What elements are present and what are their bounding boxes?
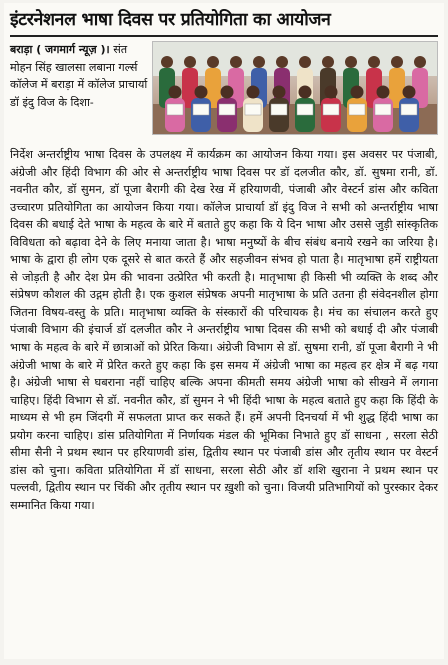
newspaper-clipping (4, 3, 444, 659)
standing-person-head (207, 56, 219, 68)
dateline: बराड़ा ( जगमार्ग न्यूज़ )। (10, 43, 110, 56)
seated-person-head (169, 86, 182, 99)
certificate (167, 104, 183, 115)
seated-person-head (195, 86, 208, 99)
seated-person-head (377, 86, 390, 99)
lead-column (10, 41, 148, 111)
certificate (323, 104, 339, 115)
certificate (375, 104, 391, 115)
seated-person-head (351, 86, 364, 99)
certificate (401, 104, 417, 115)
standing-person-head (322, 56, 334, 68)
seated-person-head (247, 86, 260, 99)
standing-person-head (391, 56, 403, 68)
standing-person-head (345, 56, 357, 68)
standing-person-head (299, 56, 311, 68)
standing-person-head (368, 56, 380, 68)
seated-person-head (221, 86, 234, 99)
standing-person-head (276, 56, 288, 68)
seated-person-head (403, 86, 416, 99)
group-photo (152, 41, 438, 135)
certificate (245, 104, 261, 115)
standing-person-head (184, 56, 196, 68)
certificate (193, 104, 209, 115)
article-headline: इंटरनेशनल भाषा दिवस पर प्रतियोगिता का आयोजन (10, 10, 331, 30)
standing-person-head (161, 56, 173, 68)
group-photo-icon (153, 42, 437, 134)
lead-text: संत मोहन सिंह खालसा लबाना गर्ल्स कॉलेज में बराड़ा में कॉलेज प्राचार्या डॉ इंदु विज के दिशा- (10, 43, 148, 109)
certificate (297, 104, 313, 115)
certificate (349, 104, 365, 115)
certificate (271, 104, 287, 115)
standing-person-head (230, 56, 242, 68)
seated-person-head (273, 86, 286, 99)
seated-person-head (299, 86, 312, 99)
certificate (219, 104, 235, 115)
standing-person-head (414, 56, 426, 68)
standing-person-head (253, 56, 265, 68)
seated-person-head (325, 86, 338, 99)
article-body: निर्देश अन्तर्राष्ट्रीय भाषा दिवस के उपलक्ष्य में कार्यक्रम का आयोजन किया गया। इस अवसर पर पंजाबी, अंग्रेजी और हिंदी विभाग की ओर से अन्तर्राष्ट्रीय भाषा दिवस पर डॉ दलजीत कौर, डॉ. सुषमा रानी, डॉ. नवनीत कौर, डॉ सुमन, डॉ पूजा बैरागी की देख रेख में हरियाणवी, पंजाबी और वेस्टर्न डांस और कविता उच्चारण प्रतियोगिता का आयोजन किया गया। कॉलेज प्राचार्या डॉ इंदु विज ने सभी को अन्तर्राष्ट्रीय भाषा दिवस की बधाई देते भाषा के महत्व के बारे में बताते हुए कहा कि ये दिन भाषा और उससे जुड़ी सांस्कृतिक विविधता को बढ़ावा देने के लिए मनाया जाता है। भाषा मनुष्यों के बीच संबंध बनाये रखने का जरिया है। भाषा के द्वारा ही लोग एक दूसरे से बात करते हैं और सहजीवन संभव हो पाता है। मातृभाषा हमें राष्ट्रीयता से जोड़ती है और देश प्रेम की भावना उत्प्रेरित भी करती है। मातृभाषा ही किसी भी व्यक्ति के शब्द और संप्रेषण कौशल की उद्गम होती है। एक कुशल संप्रेषक अपनी मातृभाषा के प्रति उतना ही संवेदनशील होगा जितना विषय-वस्तु के प्रति। मातृभाषा व्यक्ति के संस्कारों की परिचायक है। मंच का संचालन करते हुए पंजाबी विभाग की इंचार्ज डॉ दलजीत कौर ने अन्तर्राष्ट्रीय भाषा दिवस की सभी को बधाई दी और पंजाबी भाषा के महत्व के बारे में छात्राओं को प्रेरित किया। अंग्रेजी विभाग से डॉ. सुषमा रानी, डॉ पूजा बैरागी ने भी अंग्रेजी भाषा के बारे में प्रेरित करते हुए कहा कि इस समय में अंग्रेजी भाषा का महत्व हर क्षेत्र में बढ़ गया है। अंग्रेजी भाषा से घबराना नहीं चाहिए बल्कि अपना कीमती समय अंग्रेजी भाषा को सीखने में लगाना चाहिए। हिंदी विभाग से डॉ. नवनीत कौर, डॉ सुमन ने भी हिंदी भाषा के महत्व बताते हुए कहा कि हिंदी के माध्यम से भी हम जिंदगी में सफलता प्राप्त कर सकते हैं। हमें अपनी दिनचर्या में भी शुद्ध हिंदी भाषा का प्रयोग करना चाहिए। डांस प्रतियोगिता में निर्णायक मंडल की भूमिका निभाते हुए डॉ साधना , सरला सेठी सीमा सैनी ने प्रथम स्थान पर हरियाणवी डांस, द्वितीय स्थान पर पंजाबी डांस और तृतीय स्थान पर वेस्टर्न डांस को चुना। कविता प्रतियोगिता में डॉ साधना, सरला सेठी और डॉ शशि खुराना ने प्रथम स्थान पर पल्लवी, द्वितीय स्थान पर चिंकी और तृतीय स्थान पर ख़ुशी को चुना। विजयी प्रतिभागियों को पुरस्कार देकर सम्मानित किया गया। (10, 148, 438, 512)
lead-block (4, 41, 444, 149)
headline-rule (10, 35, 438, 37)
